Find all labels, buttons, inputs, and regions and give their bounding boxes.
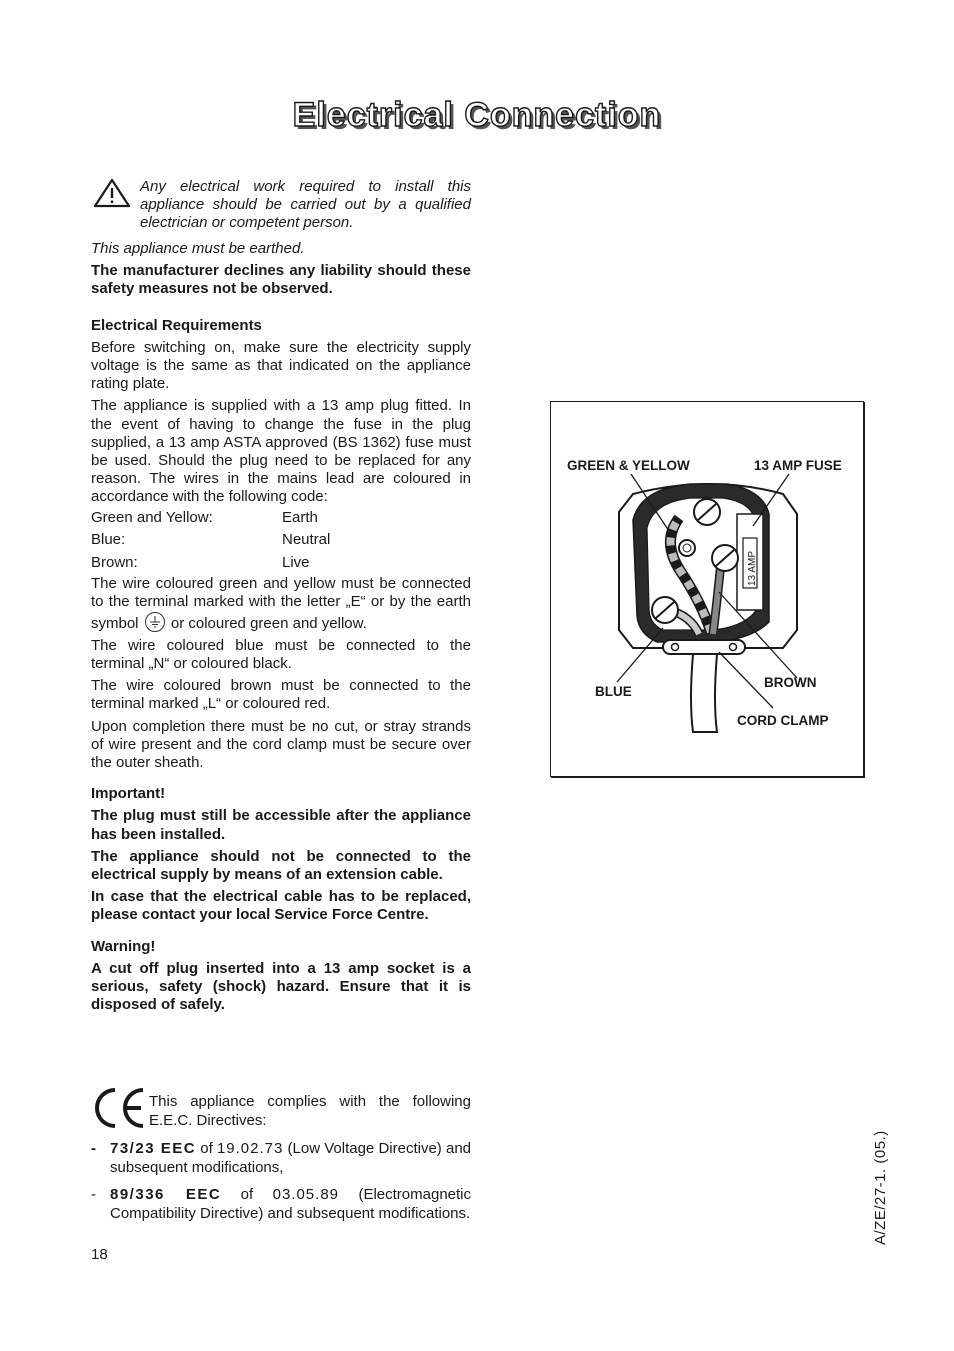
green-yellow-rule [91, 575, 471, 633]
compliance-intro: This appliance complies with the following E.E.C. Directives: [149, 1093, 471, 1129]
live-terminal-screw [712, 545, 738, 571]
directive-item [91, 1185, 471, 1223]
document-code: A/ZE/27-1. (05.) [872, 1130, 889, 1245]
directive-date: 19.02.73 [216, 1140, 284, 1157]
directive-text [110, 1185, 471, 1223]
blue-wire-rule: The wire coloured blue must be connected to the terminal „N“ or coloured black. [91, 636, 471, 672]
neutral-terminal-screw [652, 597, 678, 623]
directive-of: of [240, 1186, 254, 1203]
cord-clamp [663, 640, 745, 654]
label-blue: BLUE [595, 684, 632, 699]
directive-dash: - [91, 1186, 96, 1203]
label-cord-clamp: CORD CLAMP [737, 713, 829, 728]
code-terminal: Neutral [282, 531, 331, 549]
code-wire: Brown: [91, 553, 138, 571]
label-green-yellow: GREEN & YELLOW [567, 458, 690, 473]
code-row-neutral [91, 529, 471, 552]
directive-rest: (Electromagnetic Compatibility Directive) and subsequent modifications. [110, 1186, 471, 1222]
code-wire: Green and Yellow: [91, 508, 213, 526]
page-number: 18 [91, 1246, 108, 1263]
warning-triangle-icon [93, 178, 131, 208]
directive-date: 03.05.89 [272, 1186, 339, 1203]
centre-pin [679, 540, 695, 556]
cable-sheath [691, 654, 717, 732]
warning-text: A cut off plug inserted into a 13 amp socket is a serious, safety (shock) hazard. Ensure that it is disposed of safely. [91, 959, 471, 1014]
compliance-section [91, 1086, 471, 1223]
earth-terminal-screw [694, 499, 720, 525]
important-line-1: The plug must still be accessible after the appliance has been installed. [91, 807, 471, 843]
green-yellow-rule-b: or coloured green and yellow. [170, 614, 367, 632]
label-fuse: 13 AMP FUSE [754, 458, 842, 473]
requirements-heading: Electrical Requirements [91, 316, 262, 334]
directive-code: 73/23 EEC [110, 1140, 197, 1157]
earth-symbol-icon [145, 612, 165, 632]
page-title: Electrical Connection [292, 96, 662, 134]
directive-code: 89/336 EEC [110, 1186, 222, 1203]
important-heading: Important! [91, 785, 166, 803]
code-terminal: Live [282, 553, 310, 571]
code-wire: Blue: [91, 531, 126, 549]
directive-item [91, 1139, 471, 1177]
requirements-para-2: The appliance is supplied with a 13 amp plug fitted. In the event of having to change the fuse in the plug supplied, a 13 amp ASTA approved (BS 1362) fuse must be used. Should the plug need to be replaced for any reason. The wires in the mains lead are coloured in accordance with the following code: [91, 397, 471, 506]
earthed-note: This appliance must be earthed. [91, 240, 305, 257]
code-row-earth [91, 507, 471, 530]
label-brown: BROWN [764, 675, 817, 690]
requirements-para-1: Before switching on, make sure the electricity supply voltage is the same as that indicated on the appliance rating plate. [91, 338, 471, 393]
liability-note: The manufacturer declines any liability should these safety measures not be observed. [91, 262, 471, 298]
important-line-2: The appliance should not be connected to the electrical supply by means of an extension cable. [91, 847, 471, 883]
brown-wire-rule: The wire coloured brown must be connected to the terminal marked „L“ or coloured red. [91, 677, 471, 713]
code-terminal: Earth [282, 508, 318, 526]
warning-note-text: Any electrical work required to install this appliance should be carried out by a qualified electrician or competent person. [140, 178, 471, 231]
warning-heading: Warning! [91, 937, 156, 955]
directive-dash: - [91, 1140, 96, 1157]
important-line-3: In case that the electrical cable has to be replaced, please contact your local Service Force Centre. [91, 888, 471, 924]
wire-colour-code [91, 507, 471, 575]
directive-text [110, 1139, 471, 1177]
directive-of: of [200, 1140, 213, 1157]
ce-mark-icon [91, 1086, 147, 1130]
main-column [91, 240, 471, 1014]
code-row-live [91, 552, 471, 575]
completion-note: Upon completion there must be no cut, or stray strands of wire present and the cord clamp must be secure over the outer sheath. [91, 717, 471, 771]
safety-warning-note [91, 178, 471, 232]
plug-wiring-diagram [550, 401, 864, 777]
green-yellow-rule-a: The wire coloured green and yellow must be connected to the terminal marked with the letter „E“ or by the earth symbol [91, 575, 471, 632]
directive-rest: (Low Voltage Directive) and subsequent modifications, [110, 1140, 471, 1176]
fuse-body-label: 13 AMP [747, 550, 758, 586]
